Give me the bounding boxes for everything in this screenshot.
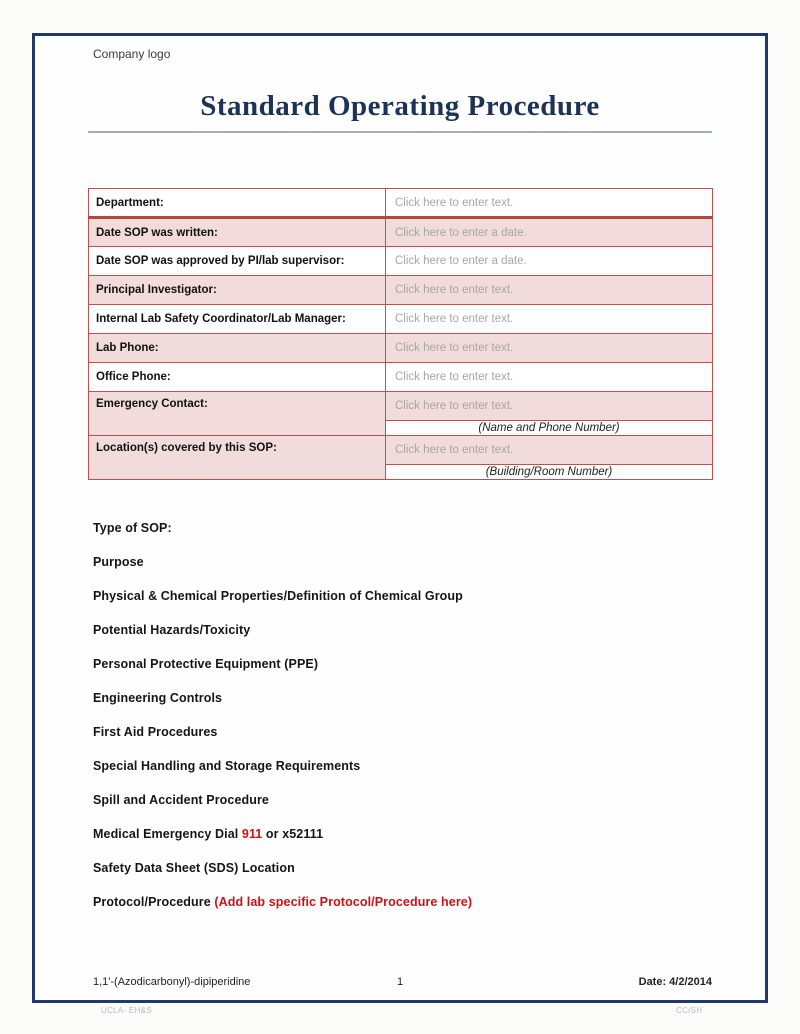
field-label-lab-phone: Lab Phone: [89,334,386,363]
table-row-lab-phone [89,334,713,363]
table-row-office-phone [89,363,713,392]
title-block [88,88,712,133]
emergency-number: 911 [241,827,263,841]
department-field[interactable]: Click here to enter text. [386,189,713,218]
principal-investigator-field[interactable]: Click here to enter text. [386,276,713,305]
emergency-contact-hint: (Name and Phone Number) [386,421,713,436]
section-heading-sds-location: Safety Data Sheet (SDS) Location [93,861,295,875]
section-heading-engineering-controls: Engineering Controls [93,691,223,705]
table-row-lab-safety-coordinator [89,305,713,334]
section-heading-list [93,520,713,928]
table-row-principal-investigator [89,276,713,305]
field-label-department: Department: [89,189,386,218]
section-heading-protocol: Protocol/Procedure (Add lab specific Protocol/Procedure here) [93,895,473,909]
office-phone-field[interactable]: Click here to enter text. [386,363,713,392]
section-heading-spill-accident: Spill and Accident Procedure [93,793,269,807]
date-approved-field[interactable]: Click here to enter a date. [386,247,713,276]
date-written-field[interactable]: Click here to enter a date. [386,218,713,247]
protocol-instruction: (Add lab specific Protocol/Procedure here) [214,895,473,909]
table-row-locations [89,436,713,465]
table-row-date-written [89,218,713,247]
sop-info-table [88,188,713,480]
document-title: Standard Operating Procedure [200,90,600,122]
emergency-contact-field[interactable]: Click here to enter text. [386,392,713,421]
watermark-org: UCLA- EH&S [101,1006,153,1015]
section-heading-purpose: Purpose [93,555,144,569]
lab-safety-coordinator-field[interactable]: Click here to enter text. [386,305,713,334]
table-row-date-approved [89,247,713,276]
table-row-department [89,189,713,218]
field-label-emergency-contact: Emergency Contact: [89,392,386,436]
section-heading-type-of-sop: Type of SOP: [93,521,172,535]
locations-field[interactable]: Click here to enter text. [386,436,713,465]
document-page [32,33,768,1003]
page-footer [88,976,712,992]
section-heading-hazards: Potential Hazards/Toxicity [93,623,251,637]
company-logo-placeholder: Company logo [93,47,171,61]
section-heading-ppe: Personal Protective Equipment (PPE) [93,657,319,671]
lab-phone-field[interactable]: Click here to enter text. [386,334,713,363]
watermark-initials: CC/SH [676,1006,703,1015]
field-label-principal-investigator: Principal Investigator: [89,276,386,305]
footer-page-number: 1 [396,976,404,988]
footer-chemical-name: 1,1'-(Azodicarbonyl)-dipiperidine [93,976,251,988]
locations-hint: (Building/Room Number) [386,465,713,480]
table-row-emergency-contact [89,392,713,421]
section-heading-first-aid: First Aid Procedures [93,725,218,739]
field-label-locations: Location(s) covered by this SOP: [89,436,386,480]
field-label-lab-safety-coordinator: Internal Lab Safety Coordinator/Lab Manager: [89,305,386,334]
field-label-office-phone: Office Phone: [89,363,386,392]
section-heading-properties: Physical & Chemical Properties/Definition of Chemical Group [93,589,463,603]
field-label-date-written: Date SOP was written: [89,218,386,247]
footer-date: Date: 4/2/2014 [638,976,712,988]
field-label-date-approved: Date SOP was approved by PI/lab supervisor: [89,247,386,276]
section-heading-medical-emergency: Medical Emergency Dial 911 or x52111 [93,827,324,841]
section-heading-handling-storage: Special Handling and Storage Requirements [93,759,361,773]
